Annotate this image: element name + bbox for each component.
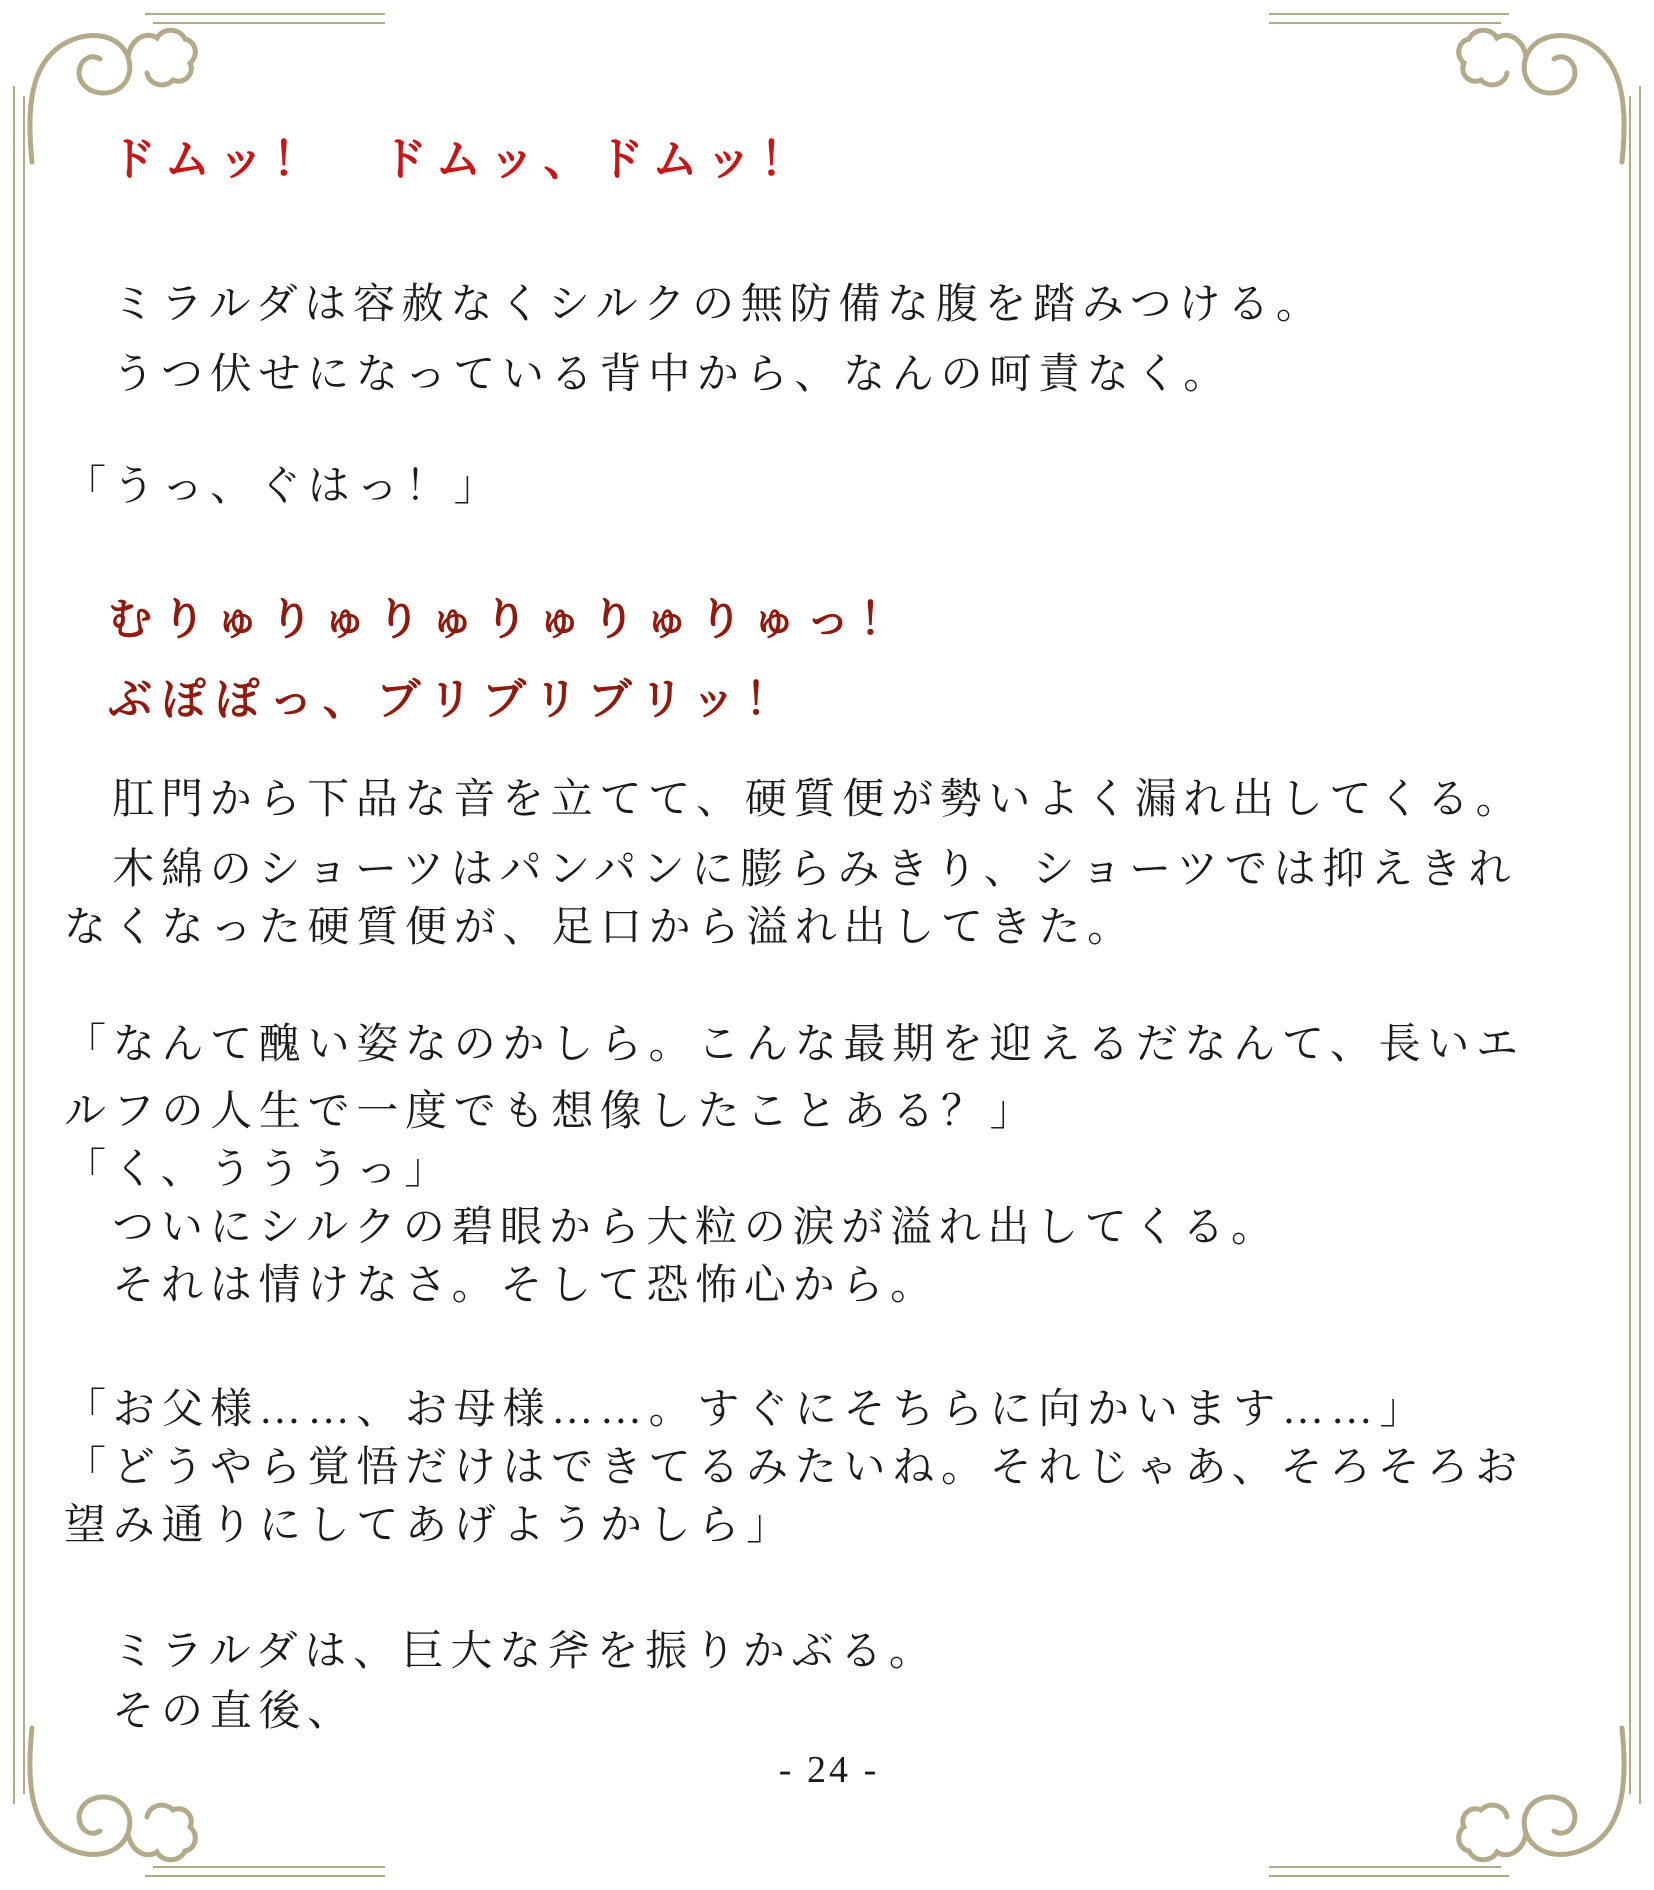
dialogue-line: ルフの人生で一度でも想像したことある？」 (64, 1089, 1039, 1135)
body-line: それは情けなさ。そして恐怖心から。 (112, 1263, 939, 1309)
body-line: 肛門から下品な音を立てて、硬質便が勢いよく漏れ出してくる。 (112, 777, 1525, 823)
body-line: ミラルダは容赦なくシルクの無防備な腹を踏みつける。 (112, 282, 1325, 328)
body-line: その直後、 (112, 1689, 356, 1735)
body-line: ついにシルクの碧眼から大粒の涙が溢れ出してくる。 (112, 1205, 1280, 1251)
sfx-line: むりゅりゅりゅりゅりゅりゅっ！ (108, 595, 914, 644)
dialogue-line: 「うっ、ぐはっ！」 (64, 464, 503, 510)
sfx-line: ぶぽぽっ、ブリブリブリッ！ (108, 675, 799, 724)
page-number: - 24 - (778, 1749, 880, 1791)
page-text-block (64, 0, 1594, 1799)
frame-right-outer-line (1639, 86, 1641, 1804)
frame-left-inner-line (23, 96, 25, 1794)
dialogue-line: 「く、うううっ」 (64, 1147, 453, 1193)
frame-right-inner-line (1629, 96, 1631, 1794)
frame-left-outer-line (13, 86, 15, 1804)
body-line: ミラルダは、巨大な斧を振りかぶる。 (112, 1629, 938, 1675)
dialogue-line: 望み通りにしてあげようかしら」 (64, 1503, 795, 1549)
dialogue-line: 「なんて醜い姿なのかしら。こんな最期を迎えるだなんて、長いエ (64, 1022, 1525, 1068)
body-line: なくなった硬質便が、足口から溢れ出してきた。 (64, 905, 1136, 951)
dialogue-line: 「どうやら覚悟だけはできてるみたいね。それじゃあ、そろそろお (64, 1445, 1524, 1491)
body-line: うつ伏せになっている背中から、なんの呵責なく。 (112, 352, 1233, 398)
sfx-line: ドムッ！ ドムッ、ドムッ！ (110, 134, 815, 185)
dialogue-line: 「お父様……、お母様……。すぐにそちらに向かいます……」 (64, 1387, 1429, 1433)
body-line: 木綿のショーツはパンパンに膨らみきり、ショーツでは抑えきれ (112, 847, 1518, 893)
